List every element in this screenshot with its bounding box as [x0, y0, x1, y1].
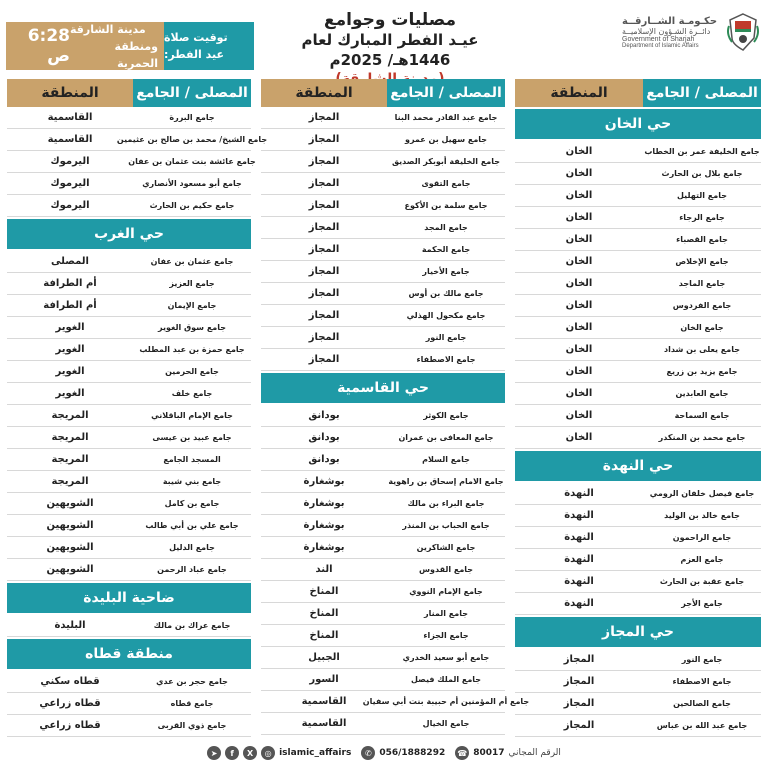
section-rows	[7, 107, 268, 217]
area-name: المجاز	[563, 654, 595, 665]
area-name: الشويهين	[46, 542, 94, 553]
area-name: الخان	[565, 278, 593, 289]
mosque-name: جامع البررة	[169, 113, 215, 122]
mosque-name: جامع أم المؤمنين أم حبيبة بنت أبي سفيان	[362, 697, 530, 706]
mosque-name: جامع الشيخ/ محمد بن صالح بن عثيمين	[116, 135, 268, 144]
table-row	[261, 261, 505, 283]
section-title: حي الخان	[515, 109, 761, 139]
middle-column	[261, 79, 530, 735]
mosque-name: جامع البراء بن مالك	[407, 499, 485, 508]
mosque-name: جامع عائشة بنت عثمان بن عفان	[128, 157, 256, 166]
area-name: الشويهين	[46, 564, 94, 575]
table-row	[261, 349, 505, 371]
prayer-time-box	[6, 22, 254, 70]
area-name: المجاز	[308, 200, 340, 211]
table-row	[515, 649, 761, 671]
section-rows	[261, 107, 505, 371]
area-name: قطاه سكني	[40, 676, 100, 687]
table-row	[261, 603, 505, 625]
area-name: المجاز	[308, 112, 340, 123]
table-row	[515, 295, 761, 317]
mosque-name: جامع السلام	[422, 455, 470, 464]
area-name: قطاه زراعي	[39, 720, 101, 731]
logo-en-line2: Department of Islamic Affairs	[622, 42, 699, 49]
prayer-city-line2: ومنطقة الحمرية	[114, 39, 158, 70]
area-header: المنطقة	[261, 79, 387, 107]
table-row	[7, 317, 251, 339]
area-name: القاسمية	[47, 112, 93, 123]
table-row	[261, 405, 505, 427]
area-name: القاسمية	[301, 696, 347, 707]
free-number	[455, 746, 561, 760]
section-title: ضاحية البليدة	[7, 583, 251, 613]
table-row	[515, 185, 761, 207]
mosque-header: المصلى / الجامع	[643, 79, 761, 107]
area-name: بوشغارة	[303, 520, 345, 531]
table-row	[515, 671, 761, 693]
section-rows	[7, 671, 251, 737]
mosque-name: جامع يعلى بن شداد	[664, 345, 740, 354]
column-header	[261, 79, 505, 107]
title-line2: عيـد الفطر المبارك لعام 1446هـ/ 2025م	[301, 31, 479, 69]
table-row	[7, 173, 251, 195]
mosque-name: جامع العابدين	[675, 389, 729, 398]
mosque-name: جامع الخان	[680, 323, 724, 332]
section-rows	[515, 649, 761, 737]
mosque-name: جامع الحرمين	[165, 367, 219, 376]
area-name: الخان	[565, 388, 593, 399]
table-row	[7, 295, 251, 317]
column-header	[515, 79, 761, 107]
table-row	[515, 483, 761, 505]
table-row	[261, 625, 505, 647]
table-row	[7, 471, 251, 493]
prayer-label	[164, 22, 254, 70]
table-row	[261, 327, 505, 349]
area-name: بوشغارة	[303, 542, 345, 553]
table-row	[261, 559, 505, 581]
phone-number	[361, 746, 445, 760]
area-name: المريجة	[51, 476, 89, 487]
mosque-header: المصلى / الجامع	[387, 79, 505, 107]
mosque-name: جامع الفردوس	[672, 301, 732, 310]
area-name: بوشغارة	[303, 476, 345, 487]
section-title: حي القاسمية	[261, 373, 505, 403]
area-name: القاسمية	[301, 718, 347, 729]
table-row	[515, 715, 761, 737]
mosque-name: جامع الخيال	[422, 719, 470, 728]
x-icon[interactable]: X	[243, 746, 257, 760]
free-number-value: 80017	[473, 748, 505, 758]
table-row	[515, 251, 761, 273]
table-row	[515, 207, 761, 229]
area-name: الخان	[565, 168, 593, 179]
area-name: المريجة	[51, 432, 89, 443]
social-handle-value: islamic_affairs	[279, 748, 352, 758]
area-name: اليرموك	[50, 178, 90, 189]
left-column	[7, 79, 268, 737]
area-name: النهدة	[564, 532, 594, 543]
table-row	[261, 217, 505, 239]
table-row	[7, 449, 251, 471]
page-title	[270, 10, 510, 88]
section-rows	[261, 405, 530, 735]
area-name: المجاز	[563, 720, 595, 731]
mosque-name: جامع النور	[425, 333, 467, 342]
mosque-name: جامع خلف	[171, 389, 213, 398]
table-row	[515, 693, 761, 715]
table-row	[515, 141, 761, 163]
mosque-name: جامع الأجر	[681, 599, 723, 608]
table-row	[261, 107, 505, 129]
area-header: المنطقة	[515, 79, 643, 107]
table-row	[261, 129, 505, 151]
table-row	[515, 571, 761, 593]
area-name: الخان	[565, 410, 593, 421]
area-name: الند	[315, 564, 333, 575]
mosque-name: جامع الإمام النووي	[409, 587, 483, 596]
area-name: البليدة	[54, 620, 86, 631]
mosque-name: جامع الإمام الباقلاني	[151, 411, 233, 420]
mosque-name: جامع فيصل خلفان الرومي	[649, 489, 755, 498]
mosque-name: جامع عثمان بن عفان	[150, 257, 234, 266]
mosque-name: جامع القدوس	[418, 565, 474, 574]
mosque-name: جامع الحباب بن المنذر	[402, 521, 490, 530]
area-name: المجاز	[563, 676, 595, 687]
table-row	[515, 405, 761, 427]
mosque-name: جامع الحكمة	[421, 245, 471, 254]
title-line1: مصليات وجوامع	[324, 10, 456, 30]
area-name: الشويهين	[46, 520, 94, 531]
table-row	[7, 715, 251, 737]
area-name: الغوير	[55, 388, 85, 399]
mosque-name: المسجد الجامع	[163, 455, 221, 464]
area-name: المجاز	[308, 134, 340, 145]
area-name: الخان	[565, 300, 593, 311]
prayer-time: 6:28 ص	[6, 22, 70, 70]
mosque-name: جامع بن كامل	[164, 499, 220, 508]
table-row	[7, 427, 251, 449]
mosque-name: جامع الاصطفاء	[672, 677, 732, 686]
area-name: المجاز	[308, 310, 340, 321]
table-row	[7, 537, 251, 559]
social-handle	[207, 746, 351, 760]
mosque-name: جامع الخليفة عمر بن الخطاب	[644, 147, 760, 156]
mosque-name: جامع الاصطفاء	[416, 355, 476, 364]
facebook-icon[interactable]: f	[225, 746, 239, 760]
right-column	[515, 79, 761, 737]
area-name: الخان	[565, 146, 593, 157]
mosque-name: جامع القصباء	[676, 235, 728, 244]
area-name: المجاز	[308, 244, 340, 255]
mosque-name: جامع عبد الله بن عباس	[656, 721, 748, 730]
area-name: بودانق	[308, 432, 340, 443]
table-row	[7, 693, 251, 715]
table-row	[7, 383, 251, 405]
mosque-name: جامع الإيمان	[167, 301, 217, 310]
area-name: الخان	[565, 432, 593, 443]
area-name: الخان	[565, 234, 593, 245]
area-name: الخان	[565, 256, 593, 267]
table-row	[261, 151, 505, 173]
table-row	[7, 251, 251, 273]
mosque-name: جامع حمزة بن عبد المطلب	[139, 345, 245, 354]
area-name: المريجة	[51, 410, 89, 421]
area-name: اليرموك	[50, 156, 90, 167]
mosque-name: جامع الخليفة أبوبكر الصديق	[391, 157, 501, 166]
table-row	[7, 107, 251, 129]
mosque-name: جامع الرجاء	[679, 213, 725, 222]
mosque-name: جامع خالد بن الوليد	[664, 511, 740, 520]
department-logo	[622, 8, 760, 56]
table-row	[7, 559, 251, 581]
table-row	[515, 163, 761, 185]
prayer-city	[70, 22, 164, 70]
area-name: الغوير	[55, 366, 85, 377]
mosque-name: جامع مالك بن أوس	[408, 289, 484, 298]
table-row	[515, 427, 761, 449]
section-rows	[515, 483, 761, 615]
prayer-label-line1: توقيت صلاة	[164, 31, 228, 44]
mosque-name: جامع الشاكرين	[416, 543, 476, 552]
table-row	[7, 515, 251, 537]
mosque-name: جامع الجزاء	[423, 631, 469, 640]
table-row	[515, 229, 761, 251]
section-title: منطقة قطاه	[7, 639, 251, 669]
table-row	[515, 273, 761, 295]
mosque-name: جامع التهليل	[677, 191, 727, 200]
table-row	[261, 305, 505, 327]
table-row	[515, 527, 761, 549]
section-title: حي المجاز	[515, 617, 761, 647]
table-row	[7, 195, 251, 217]
mosque-name: جامع سوق الغوير	[157, 323, 227, 332]
column-header	[7, 79, 251, 107]
table-row	[261, 713, 505, 735]
mosque-name: جامع الأخيار	[422, 267, 470, 276]
area-name: الغوير	[55, 344, 85, 355]
table-row	[7, 129, 268, 151]
area-name: الجبيل	[308, 652, 340, 663]
table-row	[261, 537, 505, 559]
area-name: النهدة	[564, 576, 594, 587]
area-name: الغوير	[55, 322, 85, 333]
table-row	[261, 647, 505, 669]
table-row	[7, 339, 251, 361]
area-name: المناخ	[309, 608, 339, 619]
table-row	[261, 669, 505, 691]
area-name: المجاز	[308, 222, 340, 233]
mosque-name: جامع ذوي القربى	[157, 721, 227, 730]
mosque-header: المصلى / الجامع	[133, 79, 251, 107]
area-name: بوشغارة	[303, 498, 345, 509]
table-row	[515, 505, 761, 527]
mosque-name: جامع التقوى	[421, 179, 471, 188]
table-row	[7, 493, 251, 515]
area-name: الخان	[565, 366, 593, 377]
table-row	[7, 671, 251, 693]
area-name: المريجة	[51, 454, 89, 465]
logo-text	[622, 16, 722, 49]
mosque-name: جامع حكيم بن الحارث	[149, 201, 235, 210]
area-name: النهدة	[564, 598, 594, 609]
table-row	[261, 493, 505, 515]
mosque-name: جامع المجد	[424, 223, 468, 232]
area-name: اليرموك	[50, 200, 90, 211]
area-name: المجاز	[308, 354, 340, 365]
area-name: النهدة	[564, 488, 594, 499]
mosque-name: جامع الكوثر	[423, 411, 469, 420]
area-name: أم الطرافة	[43, 278, 97, 289]
sharjah-emblem-icon	[726, 12, 760, 52]
area-header: المنطقة	[7, 79, 133, 107]
mosque-name: جامع بلال بن الحارث	[661, 169, 743, 178]
table-row	[515, 317, 761, 339]
phone-value: 056/1888292	[379, 748, 446, 758]
mosque-name: جامع أبو مسعود الأنصاري	[142, 179, 242, 188]
page-header	[0, 0, 768, 78]
mosque-name: جامع عباد الرحمن	[157, 565, 227, 574]
phone-icon: ☎	[455, 746, 469, 760]
area-name: الخان	[565, 322, 593, 333]
table-row	[7, 151, 256, 173]
table-row	[7, 405, 251, 427]
table-row	[515, 361, 761, 383]
area-name: المجاز	[308, 266, 340, 277]
table-row	[7, 615, 251, 637]
table-row	[515, 339, 761, 361]
table-row	[261, 471, 505, 493]
mosque-name: جامع علي بن أبي طالب	[145, 521, 239, 530]
instagram-icon[interactable]: ◎	[261, 746, 275, 760]
area-name: بودانق	[308, 454, 340, 465]
area-name: المناخ	[309, 586, 339, 597]
table-row	[261, 283, 505, 305]
area-name: الخان	[565, 344, 593, 355]
mosque-name: جامع سهيل بن عمرو	[404, 135, 488, 144]
table-row	[261, 173, 505, 195]
section-rows	[7, 615, 251, 637]
section-rows	[7, 251, 251, 581]
table-row	[515, 549, 761, 571]
table-row	[261, 691, 530, 713]
area-name: قطاه زراعي	[39, 698, 101, 709]
table-row	[515, 383, 761, 405]
area-name: المجاز	[308, 156, 340, 167]
section-title: حي الغرب	[7, 219, 251, 249]
mosque-name: جامع عبد القادر محمد البنا	[394, 113, 498, 122]
mosque-name: جامع المعافى بن عمران	[398, 433, 494, 442]
mosque-name: جامع النور	[681, 655, 723, 664]
mosque-name: جامع عراك بن مالك	[153, 621, 231, 630]
mosque-name: جامع العزيز	[169, 279, 215, 288]
area-name: الشويهين	[46, 498, 94, 509]
table-row	[7, 361, 251, 383]
area-name: الخان	[565, 190, 593, 201]
prayer-city-line1: مدينة الشارقة	[70, 22, 146, 36]
mosque-name: جامع الملك فيصل	[410, 675, 482, 684]
mosque-name: جامع الدليل	[169, 543, 215, 552]
prayer-label-line2: عيد الفطر:	[164, 48, 224, 61]
area-name: أم الطرافة	[43, 300, 97, 311]
mosque-name: جامع عبيد بن عيسى	[152, 433, 232, 442]
section-title: حي النهدة	[515, 451, 761, 481]
mosque-name: جامع يزيد بن زريع	[666, 367, 738, 376]
table-row	[261, 195, 505, 217]
table-row	[261, 581, 505, 603]
table-row	[261, 515, 505, 537]
mosque-name: جامع المنار	[424, 609, 468, 618]
area-name: المجاز	[563, 698, 595, 709]
area-name: بودانق	[308, 410, 340, 421]
area-name: المجاز	[308, 332, 340, 343]
free-number-label: الرقم المجاني	[508, 748, 561, 758]
logo-ar-line1: حكـومـة الشــارقــة	[622, 15, 718, 27]
area-name: النهدة	[564, 554, 594, 565]
mosque-name: جامع الامام إسحاق بن راهوية	[388, 477, 504, 486]
section-rows	[515, 141, 761, 449]
whatsapp-icon: ✆	[361, 746, 375, 760]
logo-en-line1: Government of Sharjah	[622, 35, 695, 43]
table-row	[261, 427, 505, 449]
mosque-name: جامع سلمة بن الأكوع	[404, 201, 488, 210]
table-row	[261, 449, 505, 471]
mosque-name: جامع الماجد	[678, 279, 726, 288]
mosque-name: جامع الراحمون	[672, 533, 732, 542]
area-name: المجاز	[308, 178, 340, 189]
area-name: المجاز	[308, 288, 340, 299]
table-row	[515, 593, 761, 615]
table-row	[261, 239, 505, 261]
table-row	[7, 273, 251, 295]
mosque-name: جامع أبو سعيد الخدري	[402, 653, 490, 662]
mosque-name: جامع قطاه	[170, 699, 214, 708]
mosque-name: جامع مكحول الهذلي	[406, 311, 486, 320]
area-name: القاسمية	[47, 134, 93, 145]
area-name: السور	[309, 674, 339, 685]
logo-ar-line2: دائــرة الشـؤون الإسلاميــة	[622, 26, 711, 36]
mosque-name: جامع محمد بن المنكدر	[658, 433, 746, 442]
area-name: المصلى	[51, 256, 89, 267]
mosque-name: جامع عقبة بن الحارث	[659, 577, 745, 586]
footer	[0, 738, 768, 768]
area-name: الخان	[565, 212, 593, 223]
mosque-name: جامع السماحة	[674, 411, 730, 420]
mosque-name: جامع بني شيبة	[162, 477, 222, 486]
mosque-name: جامع العزم	[680, 555, 724, 564]
mosque-name: جامع الإخلاص	[675, 257, 729, 266]
mosque-name: جامع حجر بن عدي	[156, 677, 228, 686]
telegram-icon[interactable]: ➤	[207, 746, 221, 760]
area-name: المناخ	[309, 630, 339, 641]
area-name: النهدة	[564, 510, 594, 521]
mosque-name: جامع الصالحين	[673, 699, 731, 708]
